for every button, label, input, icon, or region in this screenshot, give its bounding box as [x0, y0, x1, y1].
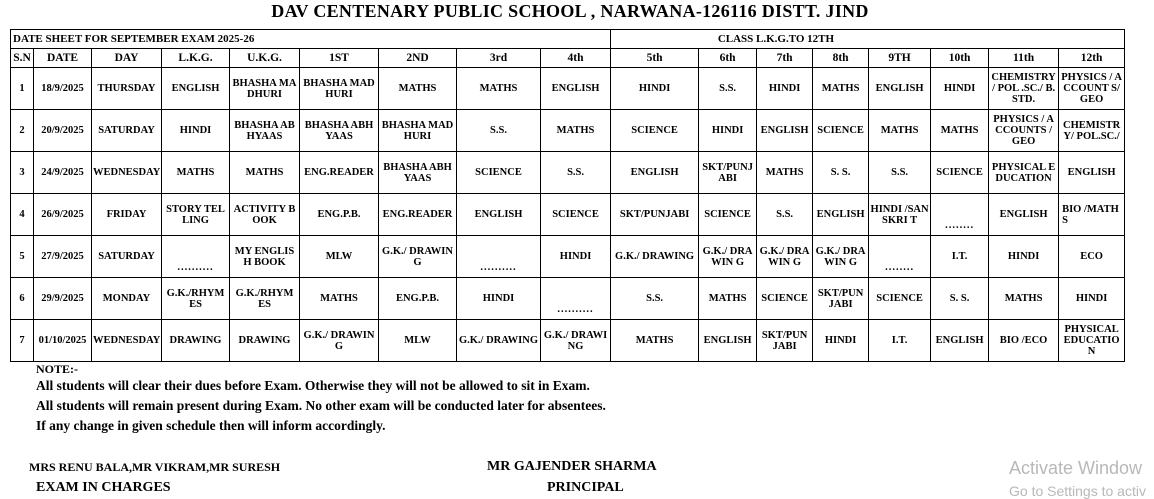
subject-cell: S.S. — [457, 110, 541, 152]
serial-cell: 7 — [11, 320, 34, 362]
subject-cell: MATHS — [813, 68, 869, 110]
subject-cell: SKT/PUNJ ABI — [699, 152, 757, 194]
column-header: 11th — [989, 49, 1059, 68]
subject-cell: CHEMISTRY / POL .SC./ B.STD. — [989, 68, 1059, 110]
subject-cell: HINDI — [611, 68, 699, 110]
subject-cell: G.K./ DRAWING — [300, 320, 379, 362]
subject-cell: PHYSICS / ACCOUNT S/ GEO — [1059, 68, 1125, 110]
subject-cell: G.K./ DRAWIN G — [757, 236, 813, 278]
column-header: 1ST — [300, 49, 379, 68]
subject-cell: SCIENCE — [813, 110, 869, 152]
day-cell: WEDNESDAY — [92, 152, 162, 194]
date-cell: 26/9/2025 — [34, 194, 92, 236]
day-cell: MONDAY — [92, 278, 162, 320]
activation-watermark-title: Activate Window — [1009, 458, 1143, 478]
column-header: DAY — [92, 49, 162, 68]
subject-cell: HINDI — [757, 68, 813, 110]
subject-cell: S.S. — [611, 278, 699, 320]
subject-cell: HINDI — [457, 278, 541, 320]
subject-cell: MATHS — [300, 278, 379, 320]
date-cell: 01/10/2025 — [34, 320, 92, 362]
table-info-row — [11, 30, 1125, 49]
subject-cell: BHASHA MADHURI — [300, 68, 379, 110]
column-header: U.K.G. — [230, 49, 300, 68]
column-header: 4th — [541, 49, 611, 68]
subject-cell: G.K./ DRAWING — [457, 320, 541, 362]
subject-cell: MLW — [300, 236, 379, 278]
subject-cell: SKT/PUNJABI — [611, 194, 699, 236]
subject-cell: MY ENGLISH BOOK — [230, 236, 300, 278]
subject-cell: ENG.P.B. — [300, 194, 379, 236]
day-cell: THURSDAY — [92, 68, 162, 110]
subject-cell: SCIENCE — [869, 278, 931, 320]
subject-cell: ........ — [931, 194, 989, 236]
subject-cell: DRAWING — [162, 320, 230, 362]
school-title: DAV CENTENARY PUBLIC SCHOOL , NARWANA-126116 DISTT. JIND — [271, 1, 869, 21]
subject-cell: ENG.READER — [300, 152, 379, 194]
subject-cell: SKT/PUN JABI — [757, 320, 813, 362]
subject-cell: S. S. — [931, 278, 989, 320]
subject-cell: G.K./ DRAWIN G — [699, 236, 757, 278]
subject-cell: ENGLISH — [457, 194, 541, 236]
table-row — [11, 152, 1125, 194]
subject-cell: SKT/PUN JABI — [813, 278, 869, 320]
table-row — [11, 110, 1125, 152]
subject-cell: .......... — [457, 236, 541, 278]
subject-cell: SCIENCE — [541, 194, 611, 236]
subject-cell: G.K./RHYM ES — [162, 278, 230, 320]
sheet-label: DATE SHEET FOR SEPTEMBER EXAM 2025-26 — [11, 30, 611, 49]
exam-in-charge-title: EXAM IN CHARGES — [36, 480, 171, 495]
subject-cell: ........ — [869, 236, 931, 278]
note-line: If any change in given schedule then will inform accordingly. — [36, 418, 386, 433]
subject-cell: ENGLISH — [699, 320, 757, 362]
subject-cell: SCIENCE — [757, 278, 813, 320]
subject-cell: MATHS — [379, 68, 457, 110]
subject-cell: S. S. — [813, 152, 869, 194]
subject-cell: MATHS — [611, 320, 699, 362]
subject-cell: MATHS — [989, 278, 1059, 320]
exam-in-charge-names: MRS RENU BALA,MR VIKRAM,MR SURESH — [29, 460, 281, 474]
column-header: 12th — [1059, 49, 1125, 68]
subject-cell: I.T. — [931, 236, 989, 278]
subject-cell: MATHS — [931, 110, 989, 152]
note-line: All students will clear their dues before Exam. Otherwise they will not be allowed to sit in Exam. — [36, 378, 590, 393]
table-row — [11, 194, 1125, 236]
subject-cell: MLW — [379, 320, 457, 362]
subject-cell: CHEMISTR Y/ POL.SC./ — [1059, 110, 1125, 152]
subject-cell: ENGLISH — [611, 152, 699, 194]
subject-cell: BIO /ECO — [989, 320, 1059, 362]
table-row — [11, 68, 1125, 110]
subject-cell: DRAWING — [230, 320, 300, 362]
subject-cell: MATHS — [757, 152, 813, 194]
column-header: 9TH — [869, 49, 931, 68]
subject-cell: ENGLISH — [869, 68, 931, 110]
day-cell: WEDNESDAY — [92, 320, 162, 362]
column-header: 5th — [611, 49, 699, 68]
principal-name: MR GAJENDER SHARMA — [487, 459, 657, 474]
subject-cell: SCIENCE — [457, 152, 541, 194]
subject-cell: S.S. — [757, 194, 813, 236]
subject-cell: HINDI — [989, 236, 1059, 278]
subject-cell: ACTIVITY BOOK — [230, 194, 300, 236]
column-header: 10th — [931, 49, 989, 68]
subject-cell: BHASHA MADHURI — [379, 110, 457, 152]
subject-cell: G.K./ DRAWIN G — [813, 236, 869, 278]
subject-cell: G.K./ DRAWING — [541, 320, 611, 362]
day-cell: SATURDAY — [92, 236, 162, 278]
day-cell: SATURDAY — [92, 110, 162, 152]
subject-cell: MATHS — [230, 152, 300, 194]
day-cell: FRIDAY — [92, 194, 162, 236]
subject-cell: I.T. — [869, 320, 931, 362]
notes-section — [36, 362, 936, 436]
date-cell: 20/9/2025 — [34, 110, 92, 152]
table-row — [11, 278, 1125, 320]
subject-cell: HINDI — [813, 320, 869, 362]
subject-cell: ENGLISH — [541, 68, 611, 110]
date-sheet-table — [10, 29, 1125, 362]
subject-cell: SCIENCE — [699, 194, 757, 236]
subject-cell: MATHS — [457, 68, 541, 110]
column-header: 3rd — [457, 49, 541, 68]
note-label: NOTE:- — [36, 362, 78, 376]
serial-cell: 4 — [11, 194, 34, 236]
subject-cell: STORY TELLING — [162, 194, 230, 236]
activation-watermark-hint: Go to Settings to activ — [1009, 483, 1146, 499]
subject-cell: HINDI /SANSKRI T — [869, 194, 931, 236]
date-cell: 24/9/2025 — [34, 152, 92, 194]
subject-cell: MATHS — [869, 110, 931, 152]
class-range-label: CLASS L.K.G.TO 12TH — [611, 30, 1125, 49]
subject-cell: HINDI — [162, 110, 230, 152]
subject-cell: HINDI — [541, 236, 611, 278]
subject-cell: MATHS — [541, 110, 611, 152]
subject-cell: SCIENCE — [611, 110, 699, 152]
subject-cell: ENGLISH — [1059, 152, 1125, 194]
subject-cell: G.K./ DRAWING — [379, 236, 457, 278]
subject-cell: .......... — [162, 236, 230, 278]
subject-cell: BHASHA ABHYAAS — [379, 152, 457, 194]
subject-cell: ENGLISH — [989, 194, 1059, 236]
table-row — [11, 320, 1125, 362]
column-header: 6th — [699, 49, 757, 68]
subject-cell: HINDI — [931, 68, 989, 110]
subject-cell: PHYSICAL EDUCATION — [989, 152, 1059, 194]
subject-cell: ENG.P.B. — [379, 278, 457, 320]
serial-cell: 1 — [11, 68, 34, 110]
serial-cell: 3 — [11, 152, 34, 194]
subject-cell: PHYSICAL EDUCATIO N — [1059, 320, 1125, 362]
column-header: 7th — [757, 49, 813, 68]
subject-cell: ENGLISH — [757, 110, 813, 152]
subject-cell: SCIENCE — [931, 152, 989, 194]
subject-cell: ENGLISH — [931, 320, 989, 362]
subject-cell: S.S. — [541, 152, 611, 194]
subject-cell: G.K./RHYM ES — [230, 278, 300, 320]
column-header: S.N — [11, 49, 34, 68]
subject-cell: HINDI — [699, 110, 757, 152]
subject-cell: S.S. — [699, 68, 757, 110]
subject-cell: BHASHA ABHYAAS — [230, 110, 300, 152]
serial-cell: 5 — [11, 236, 34, 278]
date-cell: 18/9/2025 — [34, 68, 92, 110]
table-header-row — [11, 49, 1125, 68]
subject-cell: .......... — [541, 278, 611, 320]
subject-cell: BIO /MATHS — [1059, 194, 1125, 236]
column-header: DATE — [34, 49, 92, 68]
subject-cell: ENGLISH — [162, 68, 230, 110]
subject-cell: ENG.READER — [379, 194, 457, 236]
subject-cell: S.S. — [869, 152, 931, 194]
note-line: All students will remain present during Exam. No other exam will be conducted later for absentees. — [36, 398, 606, 413]
subject-cell: G.K./ DRAWING — [611, 236, 699, 278]
principal-title: PRINCIPAL — [547, 480, 624, 495]
subject-cell: BHASHA ABHYAAS — [300, 110, 379, 152]
date-cell: 29/9/2025 — [34, 278, 92, 320]
serial-cell: 2 — [11, 110, 34, 152]
subject-cell: HINDI — [1059, 278, 1125, 320]
subject-cell: PHYSICS / ACCOUNTS / GEO — [989, 110, 1059, 152]
serial-cell: 6 — [11, 278, 34, 320]
column-header: 8th — [813, 49, 869, 68]
column-header: L.K.G. — [162, 49, 230, 68]
subject-cell: MATHS — [162, 152, 230, 194]
column-header: 2ND — [379, 49, 457, 68]
subject-cell: ENGLISH — [813, 194, 869, 236]
date-cell: 27/9/2025 — [34, 236, 92, 278]
subject-cell: ECO — [1059, 236, 1125, 278]
subject-cell: MATHS — [699, 278, 757, 320]
subject-cell: BHASHA MADHURI — [230, 68, 300, 110]
table-row — [11, 236, 1125, 278]
